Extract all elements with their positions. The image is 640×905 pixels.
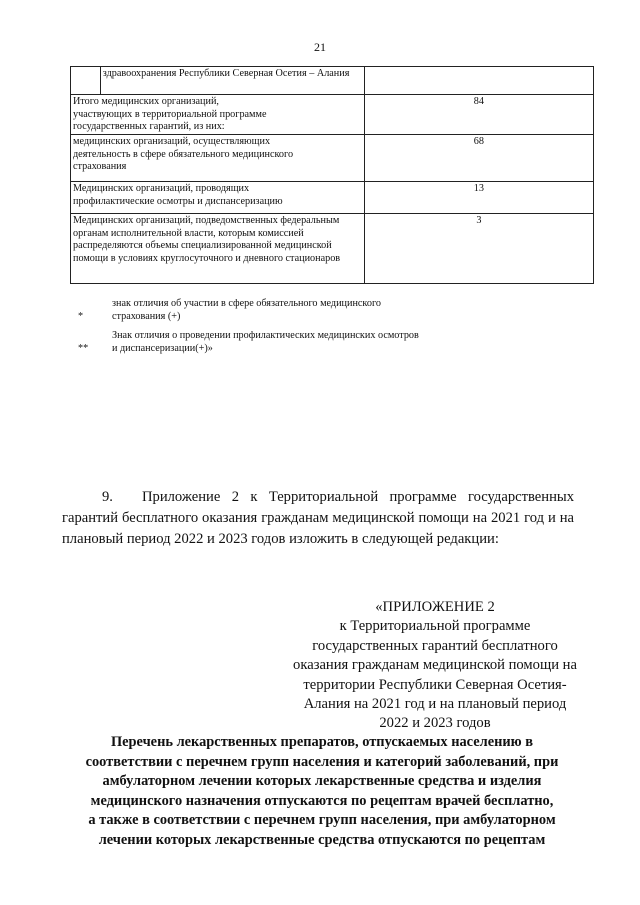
footnote-mark: ** bbox=[78, 343, 89, 354]
list-heading bbox=[62, 733, 582, 851]
row-value: 3 bbox=[476, 215, 482, 226]
heading-line: лечении которых лекарственные средства отпускаются по рецептам bbox=[98, 831, 546, 848]
appendix-caption bbox=[270, 598, 600, 734]
row-label: Медицинских организаций, подведомственных федеральным органам исполнительной власти, которым комиссией распределяются объемы специализированной медицинской помощи в условиях круглосуточного и дневного стационаров bbox=[73, 215, 341, 264]
table-cell-label bbox=[71, 95, 365, 135]
heading-line: амбулаторном лечении которых лекарственные средства и изделия bbox=[102, 773, 542, 790]
footnote-line: Знак отличия о проведении профилактических медицинских осмотров bbox=[112, 330, 419, 341]
row-value: 13 bbox=[473, 183, 484, 194]
table-cell-label bbox=[100, 67, 364, 95]
item-number: 9. bbox=[102, 489, 113, 505]
footnote-text bbox=[112, 298, 532, 323]
item-9-paragraph bbox=[62, 487, 574, 550]
appendix-line: к Территориальной программе bbox=[339, 618, 531, 635]
table-cell-value bbox=[364, 135, 593, 182]
table-row bbox=[71, 67, 594, 95]
table-row bbox=[71, 135, 594, 182]
heading-line: Перечень лекарственных препаратов, отпускаемых населению в bbox=[110, 734, 534, 750]
heading-line: а также в соответствии с перечнем групп населения, при амбулаторном bbox=[88, 812, 556, 829]
footnote-line: страхования (+) bbox=[112, 310, 181, 322]
row-label: медицинских организаций, осуществляющих деятельность в сфере обязательного медицинского страхования bbox=[73, 136, 294, 173]
row-label: Медицинских организаций, проводящих профилактические осмотры и диспансеризацию bbox=[73, 183, 283, 207]
footnote-line: знак отличия об участии в сфере обязательного медицинского bbox=[112, 298, 381, 309]
table-cell-label bbox=[71, 135, 365, 182]
footnote-mark: * bbox=[78, 311, 84, 322]
row-label: Итого медицинских организаций, участвующих в территориальной программе государственных гарантий, из них: bbox=[73, 96, 267, 133]
item-text: Приложение 2 к Территориальной программе государственных гарантий бесплатного оказания гражданам медицинской помощи на 2021 год и на плановый период 2022 и 2023 годов изложить в следующей редакции: bbox=[62, 489, 574, 547]
footnote-text bbox=[112, 330, 532, 355]
heading-line: медицинского назначения отпускаются по рецептам врачей бесплатно, bbox=[90, 792, 554, 809]
row-value: 68 bbox=[473, 136, 484, 147]
page-number: 21 bbox=[314, 40, 326, 54]
appendix-line: 2022 и 2023 годов bbox=[379, 715, 491, 732]
table-cell-empty bbox=[71, 67, 101, 95]
footnote-line: и диспансеризации(+)» bbox=[112, 342, 213, 354]
row-value: 84 bbox=[473, 96, 484, 107]
table-cell-value bbox=[364, 95, 593, 135]
table-row bbox=[71, 182, 594, 214]
table-cell-value bbox=[364, 214, 593, 284]
appendix-line: территории Республики Северная Осетия- bbox=[303, 676, 567, 693]
row-label: здравоохранения Республики Северная Осетия – Алания bbox=[102, 68, 350, 79]
table-cell-label bbox=[71, 214, 365, 284]
table-row bbox=[71, 214, 594, 284]
heading-line: соответствии с перечнем групп населения и категорий заболеваний, при bbox=[85, 753, 559, 770]
organizations-table bbox=[70, 66, 594, 284]
table-cell-label bbox=[71, 182, 365, 214]
appendix-line: Алания на 2021 год и на плановый период bbox=[303, 696, 567, 713]
table-row bbox=[71, 95, 594, 135]
appendix-line: оказания гражданам медицинской помощи на bbox=[293, 657, 577, 674]
table-cell-value bbox=[364, 182, 593, 214]
appendix-line: государственных гарантий бесплатного bbox=[312, 637, 558, 654]
table-cell-empty bbox=[364, 67, 593, 95]
appendix-line: «ПРИЛОЖЕНИЕ 2 bbox=[375, 599, 495, 615]
